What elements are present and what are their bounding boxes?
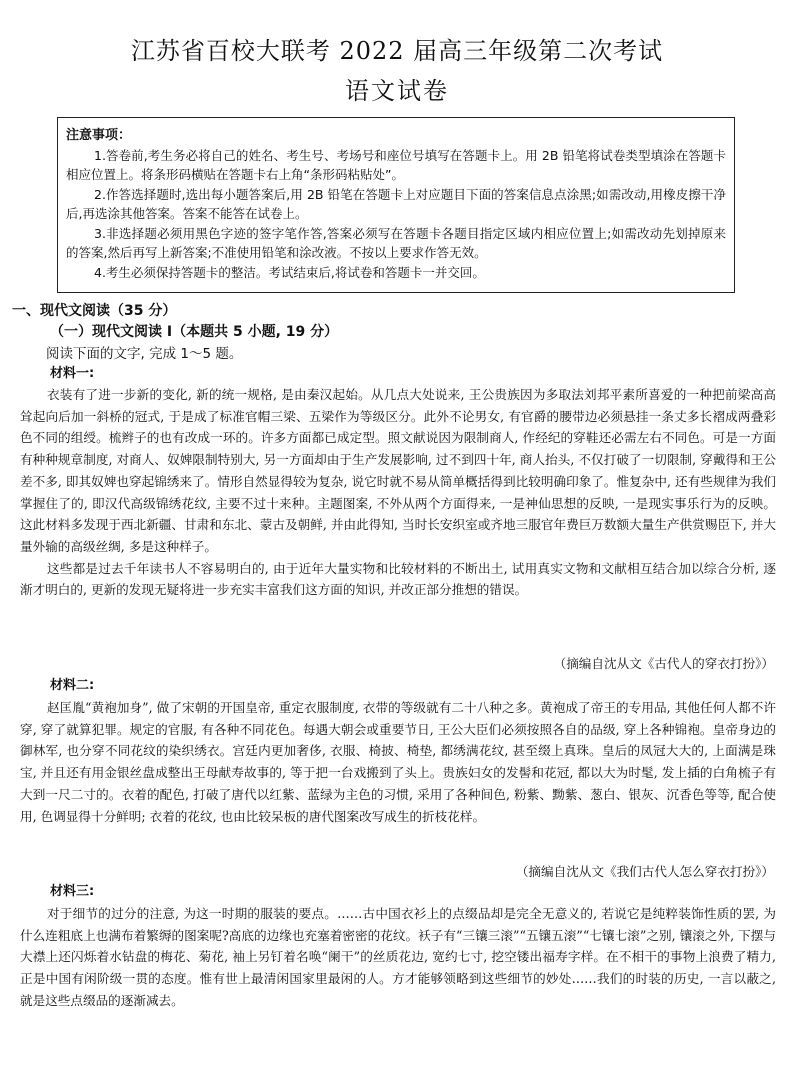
material-2-label: 材料二: [50,678,95,693]
notice-item-3: 3.非选择题必须用黑色字迹的签字笔作答,答案必须写在答题卡各题目指定区域内相应位置上;如需改动先划掉原来的答案,然后再写上新答案;不准使用铅笔和涂改液。不按以上要求作答无效。 [66,225,726,260]
notice-item-4: 4.考生必须保持答题卡的整洁。考试结束后,将试卷和答题卡一并交回。 [94,264,485,280]
exam-title: 江苏省百校大联考 2022 届高三年级第二次考试 [130,37,664,65]
notice-item-2: 2.作答选择题时,选出每小题答案后,用 2B 铅笔在答题卡上对应题目下面的答案信息点涂黑;如需改动,用橡皮擦干净后,再选涂其他答案。答案不能答在试卷上。 [66,186,726,221]
notice-heading: 注意事项： [66,128,132,143]
subsection-title: （一）现代文阅读 I（本题共 5 小题, 19 分） [50,324,339,340]
exam-subtitle: 语文试卷 [345,77,449,105]
material-3-text [20,903,776,1012]
reading-instruction: 阅读下面的文字, 完成 1～5 题。 [46,346,243,362]
material-1-label: 材料一: [50,366,95,381]
material-1-paragraph-1: 衣装有了进一步新的变化, 新的统一规格, 是由秦汉起始。从几点大处说来, 王公贵族因为多取法刘邦平素所喜爱的一种把前梁高高耸起向后加一斜桥的冠式, 于是成了标准官帽三梁、五梁作为等级区分。此外不论男女, 有官爵的腰带边必须悬挂一条丈多长褶成两叠彩色不同的组绶。梳辫子的也有改成一环的。许多方面都已成定型。照文献说因为限制商人, 作经纪的穿鞋还必需左右不同色。可是一方面有种种规章制度, 对商人、奴婢限制特别大, 另一方面却由于生产发展影响, 过不到四十年, 商人抬头, 不仅打破了一切限制, 穿戴得和王公差不多, 即其奴婢也穿起锦绣来了。情形自然显得较为复杂, 说它时就不易从简单概括得到比较明确印象了。惟复杂中, 还有些规律为我们掌握住了的, 即汉代高级锦绣花纹, 主要不过十来种。主题图案, 不外从两个方面得来, 一是神仙思想的反映, 一是现实事乐行为的反映。这此材料多发现于西北新疆、甘肃和东北、蒙古及朝鲜, 并由此得知, 当时长安织室或齐地三服官年费巨万数额大量生产供赏赐臣下, 并大量外输的高级丝绸, 多是这种样子。 [20,387,776,554]
notice-item-1: 1.答卷前,考生务必将自己的姓名、考生号、考场号和座位号填写在答题卡上。用 2B 铅笔将试卷类型填涂在答题卡相应位置上。将条形码横贴在答题卡右上角“条形码粘贴处”。 [66,147,726,182]
material-2-source: （摘编自沈从文《我们古代人怎么穿衣打扮》） [515,864,774,879]
material-3-label: 材料三: [50,884,95,899]
material-3-paragraph-1: 对于细节的过分的注意, 为这一时期的服装的要点。……古中国衣衫上的点缀品却是完全无意义的, 若说它是纯粹装饰性质的罢, 为什么连粗底上也满布着繁缛的图案呢?高底的边缘也充塞着密密的花纹。袄子有“三镶三滚”“五镶五滚”“七镶七滚”之别, 镶滚之外, 下摆与大襟上还闪烁着水钻盘的梅花、菊花, 袖上另钉着名唤“阑干”的丝质花边, 宽约七寸, 挖空镂出福寿字样。在不相干的事物上浪费了精力, 正是中国有闲阶级一贯的态度。惟有世上最清闲国家里最闲的人。方才能够领略到这些细节的妙处……我们的时装的历史, 一言以蔽之, 就是这些点缀品的逐渐减去。 [20,906,776,1008]
notice-box [57,117,735,293]
section-title: 一、现代文阅读（35 分） [12,303,177,319]
material-2-paragraph-1: 赵匡胤“黄袍加身”, 做了宋朝的开国皇帝, 重定衣服制度, 衣带的等级就有二十八种之多。黄袍成了帝王的专用品, 其他任何人都不许穿, 穿了就算犯罪。规定的官服, 有各种不同花色。每遇大朝会或重要节日, 王公大臣们必须按照各自的品级, 穿上各种锦袍。皇帝身边的御林军, 也分穿不同花纹的染织绣衣。宫廷内更加奢侈, 衣服、椅披、椅垫, 都绣满花纹, 甚至缀上真珠。皇后的凤冠大大的, 上面满是珠宝, 并且还有用金银丝盘成整出王母献寿故事的, 等于把一台戏搬到了头上。贵族妇女的发髻和花冠, 都以大为时髦, 发上插的白角梳子有大到一尺二寸的。衣着的配色, 打破了唐代以红紫、蓝绿为主色的习惯, 采用了各种间色, 粉紫、黝紫、葱白、银灰、沉香色等等, 配合使用, 色调显得十分鲜明; 衣着的花纹, 也由比较呆板的唐代图案改写成生的折枝花样。 [20,700,776,824]
material-1-text [20,384,776,601]
material-1-source: （摘编自沈从文《古代人的穿衣打扮》） [553,656,774,671]
material-2-text [20,697,776,827]
material-1-paragraph-2: 这些都是过去千年读书人不容易明白的, 由于近年大量实物和比较材料的不断出土, 试用真实文物和文献相互结合加以综合分析, 逐渐才明白的, 更新的发现无疑将进一步充实丰富我们这方面的知识, 并改正部分推想的错误。 [20,560,776,598]
